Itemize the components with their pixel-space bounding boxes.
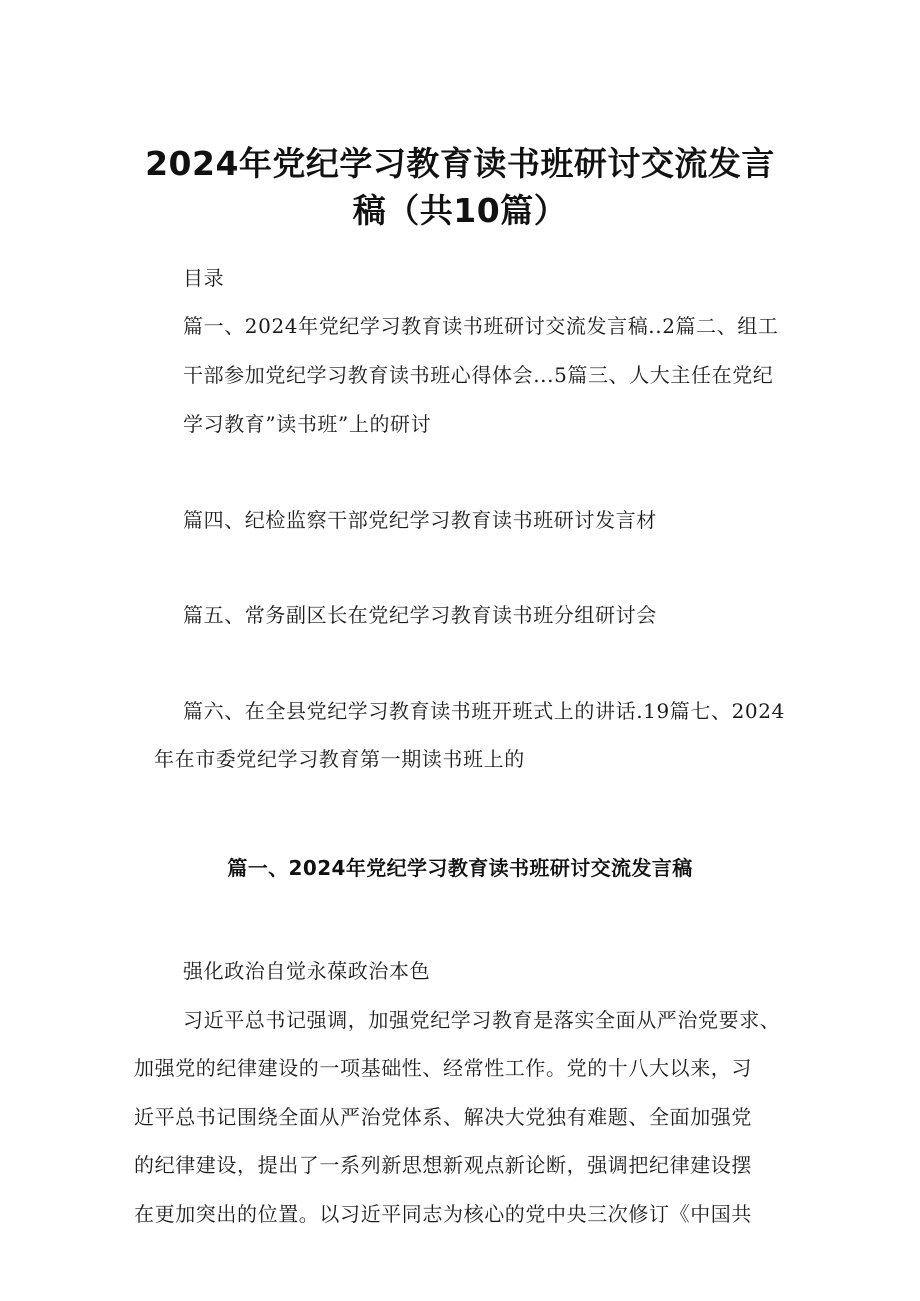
- paragraph-line: 习近平总书记强调，加强党纪学习教育是落实全面从严治党要求、: [183, 1008, 781, 1032]
- paragraph-line: 加强党的纪律建设的一项基础性、经常性工作。党的十八大以来，习: [134, 1056, 752, 1080]
- toc-label: 目录: [183, 266, 225, 290]
- toc-entry-line: 学习教育”读书班”上的研讨: [183, 412, 432, 436]
- toc-entry-line: 篇五、常务副区长在党纪学习教育读书班分组研讨会: [183, 603, 657, 627]
- paragraph-line: 近平总书记围绕全面从严治党体系、解决大党独有难题、全面加强党: [134, 1105, 752, 1129]
- document-title-line-2: 稿（共10篇）: [352, 191, 568, 230]
- toc-entry-line: 篇六、在全县党纪学习教育读书班开班式上的讲话.19篇七、2024: [183, 699, 785, 723]
- toc-entry-line: 篇四、纪检监察干部党纪学习教育读书班研讨发言材: [183, 508, 657, 532]
- paragraph-line: 在更加突出的位置。以习近平同志为核心的党中央三次修订《中国共: [134, 1202, 752, 1226]
- toc-entry-line: 干部参加党纪学习教育读书班心得体会...5篇三、人大主任在党纪: [183, 363, 774, 387]
- toc-entry-line: 篇一、2024年党纪学习教育读书班研讨交流发言稿..2篇二、组工: [183, 314, 779, 338]
- section-subtitle: 强化政治自觉永葆政治本色: [183, 959, 431, 983]
- paragraph-line: 的纪律建设，提出了一系列新思想新观点新论断，强调把纪律建设摆: [134, 1153, 752, 1177]
- toc-entry-line: 年在市委党纪学习教育第一期读书班上的: [154, 747, 525, 771]
- document-title-line-1: 2024年党纪学习教育读书班研讨交流发言: [145, 144, 775, 183]
- section-heading: 篇一、2024年党纪学习教育读书班研讨交流发言稿: [227, 856, 693, 880]
